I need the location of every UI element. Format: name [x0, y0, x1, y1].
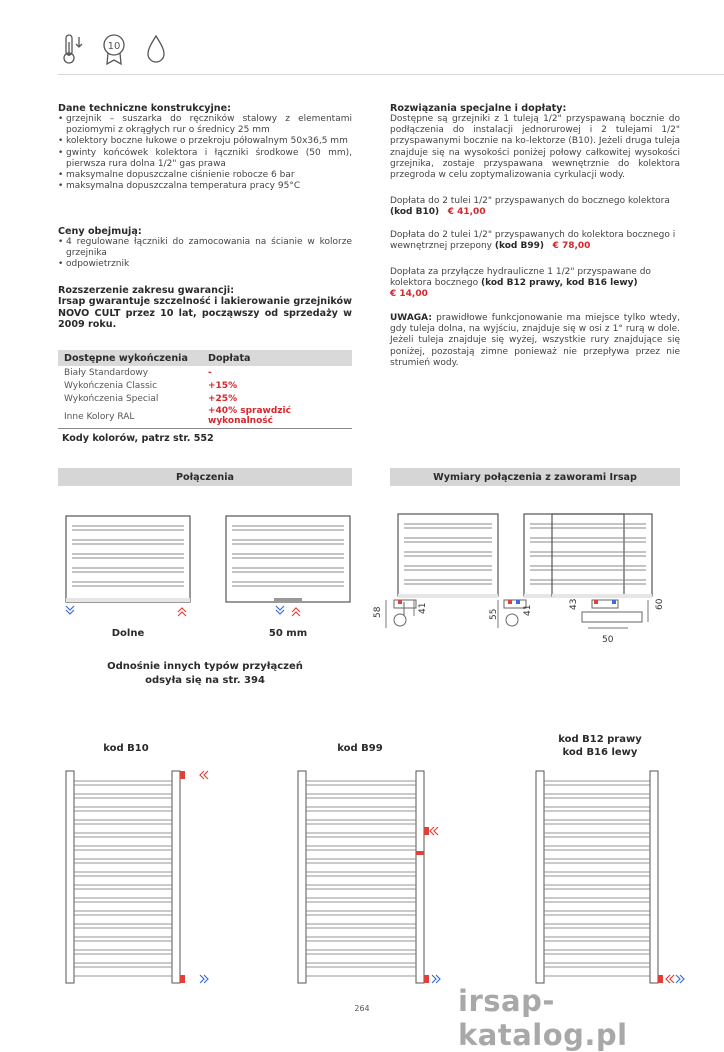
- valve-diagram-2: [498, 514, 624, 628]
- b12-surcharge: [390, 267, 680, 301]
- list-item: • maksymalne dopuszczalne ciśnienie robocze 6 bar: [58, 170, 352, 181]
- b12-code: (kod B12 prawy, kod B16 lewy): [481, 278, 638, 289]
- special-solutions-section: [390, 103, 680, 181]
- dimensions-title: Wymiary połączenia z zaworami Irsap: [433, 471, 637, 483]
- valve-diagram-1: [386, 514, 498, 628]
- finish-name: Inne Kolory RAL: [58, 405, 202, 429]
- finishes-table: [58, 350, 352, 429]
- valve-diagram-3: [552, 514, 652, 628]
- finish-name: Biały Standardowy: [64, 367, 149, 378]
- finish-price: +40% sprawdzić wykonalność: [202, 405, 352, 429]
- table-row: [58, 379, 352, 392]
- thermometer-down-icon: [58, 32, 86, 66]
- radiator-b99: [298, 771, 429, 983]
- dimension-label: 43: [569, 598, 579, 610]
- finish-price: +25%: [208, 393, 238, 404]
- other-connections-reference: [58, 660, 352, 688]
- radiator-b12-b16: [536, 771, 663, 983]
- code-b99-label: kod B99: [337, 743, 383, 754]
- bottom-connection-label: Dolne: [111, 628, 145, 639]
- connection-diagrams: [58, 510, 358, 622]
- fifty-mm-connection-radiator: [226, 516, 350, 602]
- b10-price: € 41,00: [447, 207, 486, 218]
- b99-description: Dopłata do 2 tulei 1/2" przyspawanych do kolektora bocznego i wewnętrznej przepony: [390, 230, 676, 252]
- dimension-label: 58: [373, 606, 383, 618]
- hot-outlet-arrow-icon: [178, 608, 186, 616]
- color-codes-note: Kody kolorów, patrz str. 552: [62, 433, 214, 444]
- technical-data-section: [58, 103, 352, 192]
- code-b16-line: kod B16 lewy: [562, 747, 638, 758]
- table-row: [58, 405, 352, 429]
- note-text: prawidłowe funkcjonowanie ma miejsce tylko wtedy, gdy tuleja dolna, na wyjściu, znajduje się w osi z 1° rurą w dole. Jeżeli tuleja znajduje się wyżej, wszystkie rury znajdujące się poniżej, pozostają zimne ponieważ nie przepływa przez nie strumień wody.: [390, 313, 680, 368]
- dimension-label: 55: [489, 608, 499, 620]
- guarantee-badge-number: 10: [107, 41, 121, 52]
- cold-inlet-arrow-icon: [66, 606, 74, 614]
- price-includes-list: [58, 237, 352, 271]
- radiator-b10: [66, 771, 185, 983]
- connections-title: Połączenia: [175, 471, 235, 483]
- b12-price: € 14,00: [390, 289, 428, 300]
- column-header-finish: Dostępne wykończenia: [58, 350, 202, 366]
- code-b12-b16-label: [540, 733, 660, 759]
- dimension-label: 41: [523, 604, 533, 616]
- finish-name: Wykończenia Classic: [64, 380, 158, 391]
- valve-dimension-diagrams: [373, 510, 680, 650]
- special-solutions-text: Dostępne są grzejniki z 1 tuleją 1/2" przyspawaną bocznie do podłączenia do instalacji jednorurowej i 2 tulejami 1/2" przyspawanymi bocznie na ko-lektorze (B10). Jeżeli druga tuleja znajduje się na wysokości poniżej połowy całkowitej wysokości grzejnika, zostaje przyspawana wewnętrznie do kolektora przegroda w celu zoptymalizowania cyrkulacji wody.: [390, 114, 680, 181]
- water-drop-icon: [142, 32, 170, 66]
- note-block: [390, 313, 680, 369]
- finish-price: +15%: [208, 380, 238, 391]
- watermark: irsap-katalog.pl: [458, 984, 628, 1052]
- b99-price: € 78,00: [552, 241, 591, 252]
- cold-inlet-arrow-icon: [432, 975, 440, 983]
- list-item: • grzejnik – suszarka do ręczników stalowy z elementami poziomymi z okrągłych rur o średnicy 25 mm: [58, 114, 352, 136]
- technical-data-list: [58, 114, 352, 192]
- header-divider: [58, 74, 724, 75]
- cold-inlet-arrow-icon: [200, 975, 208, 983]
- hot-outlet-arrow-icon: [430, 827, 438, 835]
- list-item: • 4 regulowane łączniki do zamocowania na ścianie w kolorze grzejnika: [58, 237, 352, 259]
- warranty-heading: Rozszerzenie zakresu gwarancji:: [58, 285, 235, 296]
- b10-description: Dopłata do 2 tulei 1/2" przyspawanych do bocznego kolektora: [390, 196, 670, 206]
- hot-outlet-arrow-icon: [666, 975, 674, 983]
- radiator-tubes: [72, 526, 184, 586]
- code-b10-label: kod B10: [103, 743, 149, 754]
- code-b12-line: kod B12 prawy: [558, 734, 642, 745]
- list-item: • gwinty końcówek kolektora i łączniki środkowe (50 mm), pierwsza rura dolna 1/2" gas prawa: [58, 148, 352, 170]
- list-item: • maksymalna dopuszczalna temperatura pracy 95°C: [58, 181, 352, 192]
- reference-line-1: Odnośnie innych typów przyłączeń: [107, 661, 303, 672]
- radiator-code-drawings: [58, 765, 718, 995]
- technical-data-heading: Dane techniczne konstrukcyjne:: [58, 103, 231, 114]
- table-row: [58, 366, 352, 379]
- cold-inlet-arrow-icon: [676, 975, 684, 983]
- header-icons: [58, 30, 170, 68]
- dimension-label: 41: [418, 602, 428, 614]
- table-header-row: [58, 350, 352, 366]
- finish-name: Wykończenia Special: [64, 393, 159, 404]
- b10-code: (kod B10): [390, 207, 440, 218]
- ten-year-guarantee-icon: [100, 32, 128, 66]
- column-header-surcharge: Dopłata: [202, 350, 352, 366]
- page-number: 264: [354, 1004, 370, 1013]
- fifty-mm-connection-label: 50 mm: [268, 628, 308, 639]
- b99-surcharge: [390, 230, 680, 252]
- warranty-text: Irsap gwarantuje szczelność i lakierowanie grzejników NOVO CULT przez 10 lat, począwszy od sprzedaży w 2009 roku.: [58, 296, 352, 331]
- hot-outlet-arrow-icon: [200, 771, 208, 779]
- special-solutions-heading: Rozwiązania specjalne i dopłaty:: [390, 103, 567, 114]
- dimension-label: 60: [655, 598, 665, 610]
- dimensions-title-bar: [390, 468, 680, 486]
- table-row: [58, 392, 352, 405]
- price-includes-section: [58, 226, 352, 271]
- list-item: • kolektory boczne łukowe o przekroju półowalnym 50x36,5 mm: [58, 136, 352, 147]
- note-label: UWAGA:: [390, 313, 432, 323]
- price-includes-heading: Ceny obejmują:: [58, 226, 142, 237]
- b12-description: Dopłata za przyłącze hydrauliczne 1 1/2" przyspawane do kolektora bocznego: [390, 267, 651, 289]
- bottom-connection-radiator: [66, 516, 190, 602]
- list-item: • odpowietrznik: [58, 259, 352, 270]
- finish-price: -: [208, 367, 212, 378]
- warranty-section: [58, 285, 352, 331]
- b10-surcharge: [390, 196, 680, 218]
- cold-inlet-arrow-icon: [276, 606, 284, 614]
- reference-line-2: odsyła się na str. 394: [145, 675, 265, 686]
- dimension-label: 50: [602, 635, 614, 645]
- hot-outlet-arrow-icon: [292, 608, 300, 616]
- b99-code: (kod B99): [494, 241, 544, 252]
- connections-title-bar: [58, 468, 352, 486]
- radiator-tubes: [232, 526, 344, 586]
